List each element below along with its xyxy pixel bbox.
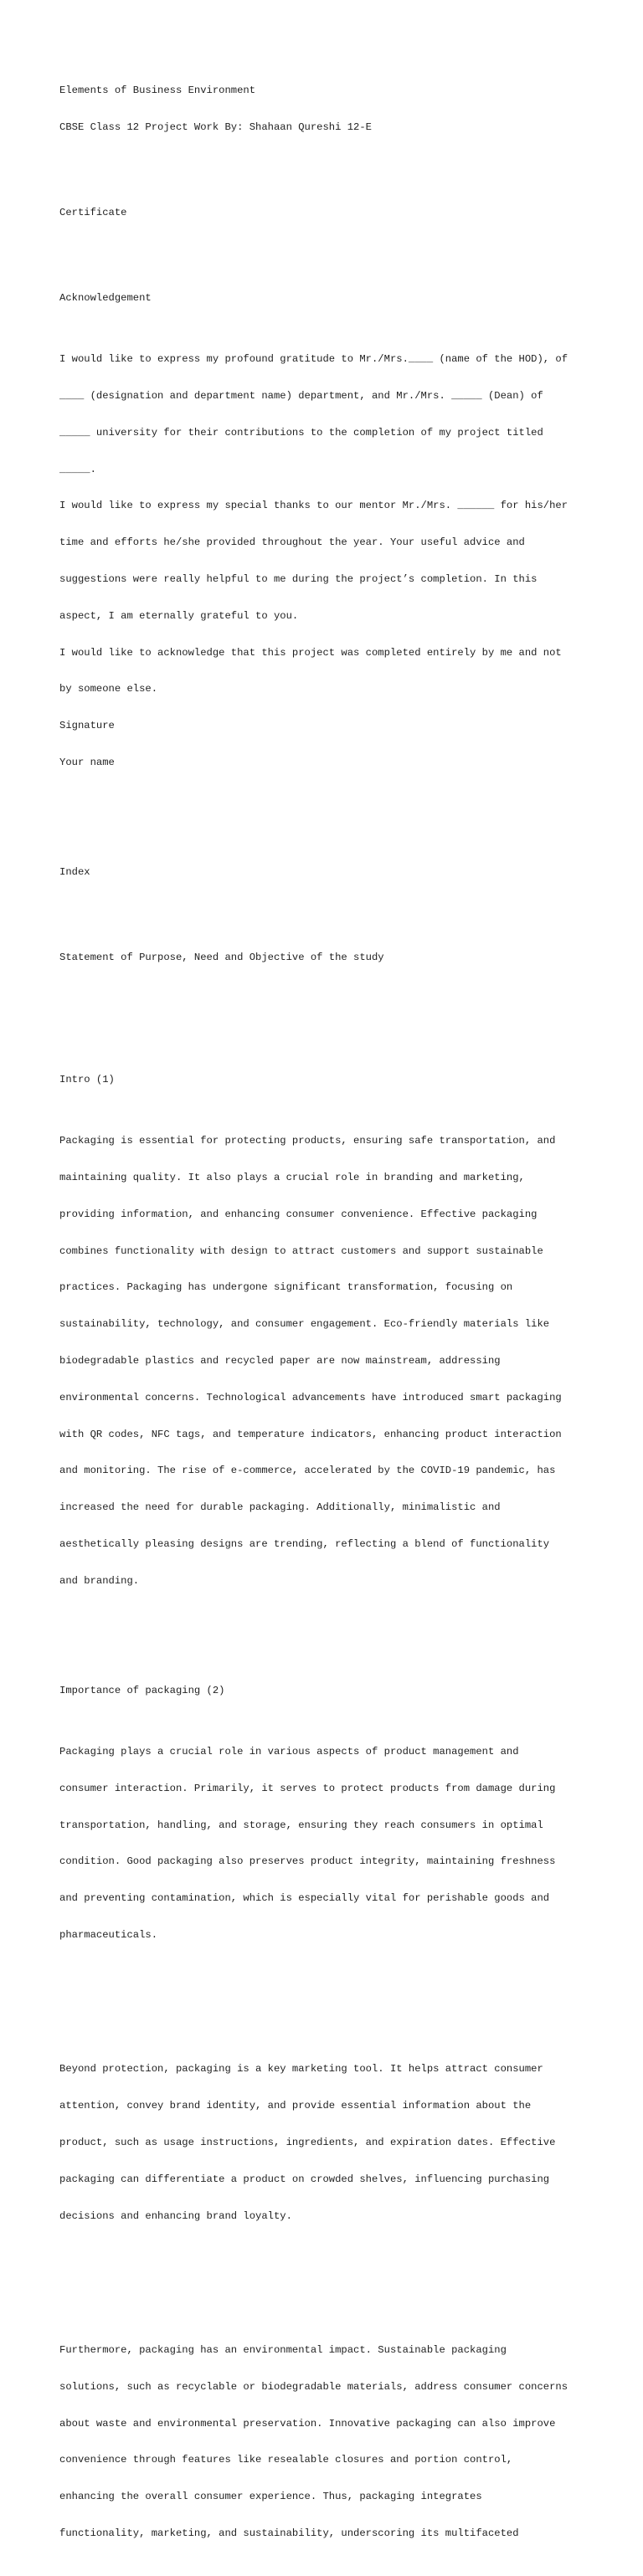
document-title: Elements of Business Environment: [59, 85, 256, 97]
importance-paragraph-3: [59, 2320, 595, 2564]
importance-line: enhancing the overall consumer experience. Thus, packaging integrates: [59, 2491, 482, 2503]
importance-line: pharmaceuticals.: [59, 1928, 158, 1941]
index-heading: Index: [59, 866, 90, 879]
intro-heading: Intro (1): [59, 1074, 115, 1086]
acknowledgement-line: by someone else.: [59, 683, 158, 695]
intro-line: maintaining quality. It also plays a crucial role in branding and marketing,: [59, 1172, 525, 1184]
document-subtitle: CBSE Class 12 Project Work By: Shahaan Qureshi 12-E: [59, 121, 372, 133]
spacer: [59, 2271, 595, 2283]
acknowledgement-line: I would like to express my profound gratitude to Mr./Mrs.____ (name of the HOD), of: [59, 353, 568, 366]
importance-line: consumer interaction. Primarily, it serves to protect products from damage during: [59, 1782, 556, 1794]
document-page: [59, 60, 595, 2576]
acknowledgement-heading: Acknowledgement: [59, 292, 152, 305]
acknowledgement-line: suggestions were really helpful to me during the project’s completion. In this: [59, 572, 538, 585]
intro-line: sustainability, technology, and consumer engagement. Eco-friendly materials like: [59, 1318, 550, 1331]
acknowledgement-line: aspect, I am eternally grateful to you.: [59, 609, 299, 622]
spacer: [59, 818, 595, 830]
importance-line: solutions, such as recyclable or biodegradable materials, address consumer concerns: [59, 2380, 568, 2393]
spacer: [59, 244, 595, 256]
intro-line: aesthetically pleasing designs are trending, reflecting a blend of functionality: [59, 1537, 550, 1550]
intro-line: biodegradable plastics and recycled paper are now mainstream, addressing: [59, 1354, 501, 1367]
importance-line: functionality, marketing, and sustainability, underscoring its multifaceted: [59, 2527, 519, 2539]
importance-line: Packaging plays a crucial role in various aspects of product management and: [59, 1745, 519, 1758]
statement-heading: Statement of Purpose, Need and Objective of the study: [59, 952, 384, 964]
importance-line: transportation, handling, and storage, ensuring they reach consumers in optimal: [59, 1819, 543, 1831]
intro-line: practices. Packaging has undergone significant transformation, focusing on: [59, 1281, 513, 1294]
intro-line: increased the need for durable packaging. Additionally, minimalistic and: [59, 1501, 501, 1514]
spacer: [59, 903, 595, 916]
importance-line: packaging can differentiate a product on crowded shelves, influencing purchasing: [59, 2173, 550, 2185]
importance-paragraph-2: [59, 2039, 595, 2246]
signature-label: Signature: [59, 720, 115, 732]
intro-line: with QR codes, NFC tags, and temperature indicators, enhancing product interaction: [59, 1428, 562, 1440]
importance-heading: Importance of packaging (2): [59, 1684, 225, 1696]
intro-line: and monitoring. The rise of e-commerce, accelerated by the COVID-19 pandemic, has: [59, 1465, 556, 1477]
certificate-heading: Certificate: [59, 207, 127, 219]
acknowledgement-line: I would like to express my special thanks to our mentor Mr./Mrs. ______ for his/her: [59, 500, 568, 512]
intro-line: and branding.: [59, 1574, 140, 1587]
acknowledgement-body: [59, 329, 595, 793]
importance-line: condition. Good packaging also preserves product integrity, maintaining freshness: [59, 1855, 556, 1868]
spacer: [59, 1990, 595, 2003]
spacer: [59, 158, 595, 171]
acknowledgement-line: time and efforts he/she provided throughout the year. Your useful advice and: [59, 536, 525, 549]
acknowledgement-line: I would like to acknowledge that this project was completed entirely by me and not: [59, 646, 562, 659]
intro-line: Packaging is essential for protecting products, ensuring safe transportation, and: [59, 1135, 556, 1147]
spacer: [59, 1025, 595, 1038]
importance-line: and preventing contamination, which is especially vital for perishable goods and: [59, 1892, 550, 1905]
importance-paragraph-1: [59, 1722, 595, 1966]
intro-line: environmental concerns. Technological advancements have introduced smart packaging: [59, 1391, 562, 1403]
acknowledgement-line: _____.: [59, 463, 96, 475]
importance-line: product, such as usage instructions, ingredients, and expiration dates. Effective: [59, 2136, 556, 2148]
acknowledgement-line: ____ (designation and department name) department, and Mr./Mrs. _____ (Dean) of: [59, 390, 543, 403]
spacer: [59, 988, 595, 1001]
importance-line: attention, convey brand identity, and provide essential information about the: [59, 2100, 532, 2112]
acknowledgement-line: _____ university for their contributions to the completion of my project titled: [59, 426, 543, 439]
importance-line: Furthermore, packaging has an environmental impact. Sustainable packaging: [59, 2344, 507, 2357]
importance-line: Beyond protection, packaging is a key marketing tool. It helps attract consumer: [59, 2063, 543, 2076]
intro-line: combines functionality with design to attract customers and support sustainable: [59, 1244, 543, 1257]
spacer: [59, 1636, 595, 1649]
importance-line: decisions and enhancing brand loyalty.: [59, 2209, 292, 2222]
intro-line: providing information, and enhancing consumer convenience. Effective packaging: [59, 1208, 538, 1220]
importance-line: convenience through features like resealable closures and portion control,: [59, 2454, 513, 2466]
your-name-label: Your name: [59, 756, 115, 768]
intro-paragraph: [59, 1111, 595, 1611]
importance-line: about waste and environmental preservation. Innovative packaging can also improve: [59, 2417, 556, 2430]
